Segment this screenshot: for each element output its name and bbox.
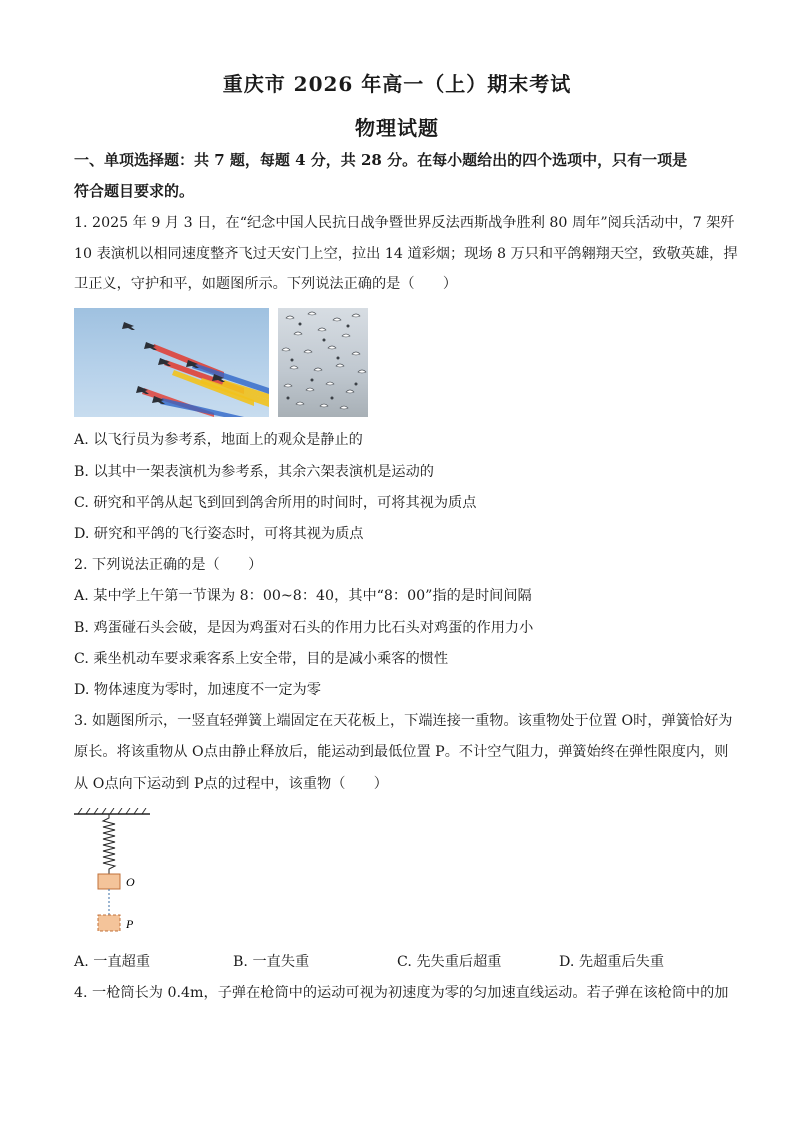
q2-option-b: B. 鸡蛋碰石头会破，是因为鸡蛋对石头的作用力比石头对鸡蛋的作用力小 bbox=[74, 620, 534, 636]
q3-stem-line3: 从 O点向下运动到 P点的过程中，该重物（ ） bbox=[74, 776, 388, 792]
spring-mass-diagram bbox=[68, 808, 158, 938]
q1-stem-line1: 1. 2025 年 9 月 3 日，在“纪念中国人民抗日战争暨世界反法西斯战争胜利 80 周年”阅兵活动中，7 架歼 bbox=[74, 215, 735, 231]
section-heading-cont: 符合题目要求的。 bbox=[74, 182, 195, 200]
exam-subject: 物理试题 bbox=[355, 116, 439, 140]
q1-stem-line3: 卫正义，守护和平，如题图所示。下列说法正确的是（ ） bbox=[74, 276, 458, 292]
q1-option-a: A. 以飞行员为参考系，地面上的观众是静止的 bbox=[74, 432, 363, 448]
q3-stem-line2: 原长。将该重物从 O点由静止释放后，能运动到最低位置 P。不计空气阻力，弹簧始终在弹性限度内，则 bbox=[74, 744, 729, 760]
label-o: O bbox=[126, 875, 135, 889]
q3-option-b: B. 一直失重 bbox=[233, 954, 310, 970]
q2-option-c: C. 乘坐机动车要求乘客系上安全带，目的是减小乘客的惯性 bbox=[74, 651, 449, 667]
q3-stem-line1: 3. 如题图所示，一竖直轻弹簧上端固定在天花板上，下端连接一重物。该重物处于位置 O时，弹簧恰好为 bbox=[74, 713, 733, 729]
q3-option-d: D. 先超重后失重 bbox=[559, 954, 665, 970]
q4-stem-line1: 4. 一枪筒长为 0.4m，子弹在枪筒中的运动可视为初速度为零的匀加速直线运动。若子弹在该枪筒中的加 bbox=[74, 985, 729, 1001]
q2-stem: 2. 下列说法正确的是（ ） bbox=[74, 557, 263, 573]
q2-option-d: D. 物体速度为零时，加速度不一定为零 bbox=[74, 682, 321, 698]
spring-coil bbox=[103, 814, 115, 874]
mass-block-o bbox=[98, 874, 120, 889]
q1-stem-line2: 10 表演机以相同速度整齐飞过天安门上空，拉出 14 道彩烟；现场 8 万只和平鸽翱翔天空，致敬英雄，捍 bbox=[74, 246, 738, 262]
q3-option-a: A. 一直超重 bbox=[74, 954, 151, 970]
q1-option-c: C. 研究和平鸽从起飞到回到鸽舍所用的时间时，可将其视为质点 bbox=[74, 495, 477, 511]
q1-option-d: D. 研究和平鸽的飞行姿态时，可将其视为质点 bbox=[74, 526, 364, 542]
mass-block-p bbox=[98, 915, 120, 931]
exam-title: 重庆市 2026 年高一（上）期末考试 bbox=[222, 72, 572, 96]
ceiling-hatch bbox=[78, 808, 146, 814]
label-p: P bbox=[126, 917, 134, 931]
parade-jets-photo bbox=[74, 308, 269, 417]
dove-flock bbox=[282, 312, 366, 409]
q1-option-b: B. 以其中一架表演机为参考系，其余六架表演机是运动的 bbox=[74, 464, 434, 480]
smoke-trails bbox=[142, 344, 269, 417]
section-heading: 一、单项选择题：共 7 题，每题 4 分，共 28 分。在每小题给出的四个选项中，只有一项是 bbox=[74, 151, 688, 169]
q2-option-a: A. 某中学上午第一节课为 8：00~8：40，其中“8：00”指的是时间间隔 bbox=[74, 588, 532, 604]
q3-option-c: C. 先失重后超重 bbox=[397, 954, 502, 970]
peace-doves-photo bbox=[278, 308, 368, 417]
